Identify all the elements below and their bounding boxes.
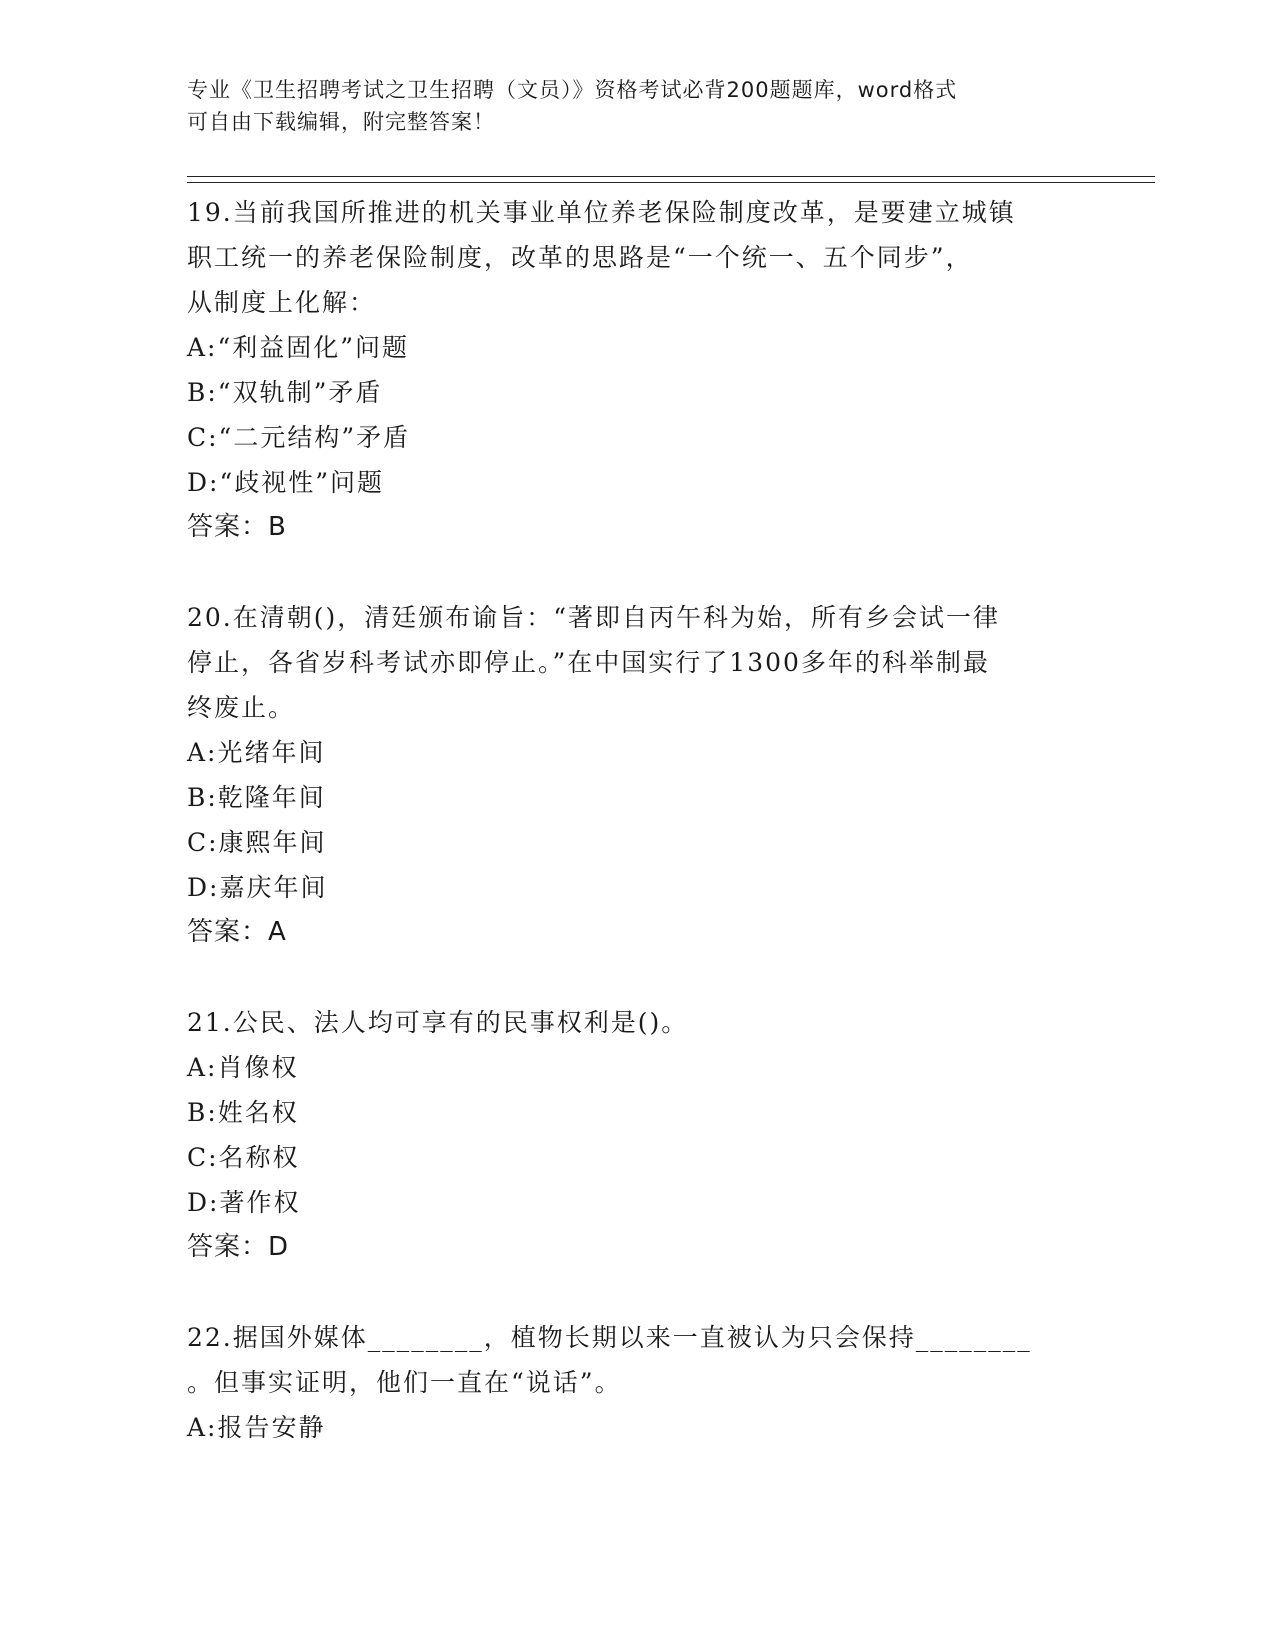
question-text-line: 。但事实证明，他们一直在“说话”。 (187, 1368, 622, 1397)
option-a: A:“利益固化”问题 (187, 333, 410, 362)
option-a: A:报告安静 (187, 1413, 326, 1442)
header-line-1: 专业《卫生招聘考试之卫生招聘（文员）》资格考试必背200题题库，word格式 (187, 78, 958, 102)
question-text-line: 职工统一的养老保险制度，改革的思路是“一个统一、五个同步”， (187, 243, 973, 272)
question-text-line: 22.据国外媒体________，植物长期以来一直被认为只会保持________ (187, 1323, 1032, 1352)
option-c: C:名称权 (187, 1143, 300, 1172)
answer-line: 答案：B (187, 512, 287, 542)
document-header (187, 74, 1067, 138)
question-20 (187, 595, 1087, 955)
question-list (187, 190, 1087, 1450)
header-divider-top (187, 176, 1155, 177)
question-19 (187, 190, 1087, 550)
question-text-line: 停止，各省岁科考试亦即停止。”在中国实行了1300多年的科举制最 (187, 648, 990, 677)
question-text-line: 19.当前我国所推进的机关事业单位养老保险制度改革，是要建立城镇 (187, 198, 1016, 227)
answer-line: 答案：A (187, 917, 287, 947)
question-text-line: 21.公民、法人均可享有的民事权利是()。 (187, 1008, 689, 1037)
option-d: D:著作权 (187, 1188, 301, 1217)
answer-line: 答案：D (187, 1232, 290, 1262)
option-d: D:嘉庆年间 (187, 873, 328, 902)
header-line-2: 可自由下载编辑，附完整答案！ (187, 110, 495, 134)
header-divider-bottom (187, 182, 1155, 183)
spacer (187, 955, 1087, 1000)
option-b: B:姓名权 (187, 1098, 299, 1127)
question-text-line: 终废止。 (187, 693, 296, 722)
question-22 (187, 1315, 1087, 1450)
question-text-line: 20.在清朝()，清廷颁布谕旨：“著即自丙午科为始，所有乡会试一律 (187, 603, 1001, 632)
option-b: B:“双轨制”矛盾 (187, 378, 383, 407)
option-c: C:“二元结构”矛盾 (187, 423, 411, 452)
option-a: A:肖像权 (187, 1053, 299, 1082)
spacer (187, 550, 1087, 595)
question-21 (187, 1000, 1087, 1270)
spacer (187, 1270, 1087, 1315)
question-text-line: 从制度上化解： (187, 288, 377, 317)
option-c: C:康熙年间 (187, 828, 327, 857)
option-d: D:“歧视性”问题 (187, 468, 385, 497)
option-b: B:乾隆年间 (187, 783, 326, 812)
option-a: A:光绪年间 (187, 738, 326, 767)
